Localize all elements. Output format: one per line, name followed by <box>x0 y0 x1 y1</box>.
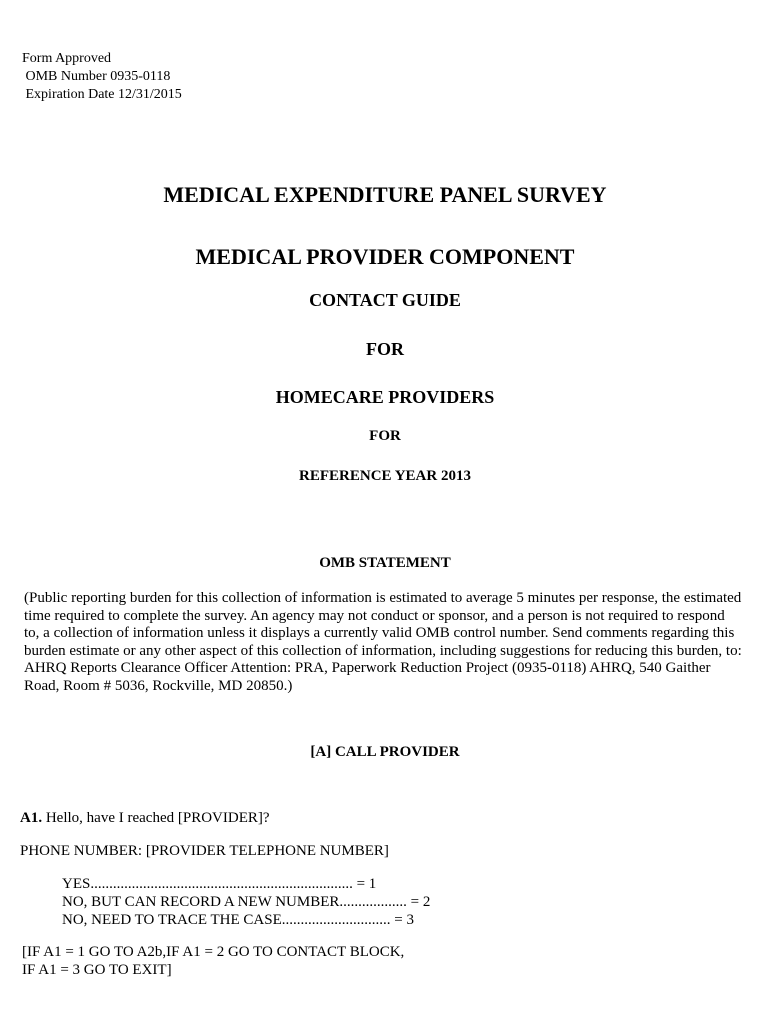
form-approved-text: Form Approved <box>22 51 112 66</box>
reference-year-title: REFERENCE YEAR 2013 <box>299 468 471 484</box>
for-label-1: FOR <box>366 339 404 359</box>
answer-option-yes: YES...................................................................... = 1 <box>62 876 377 892</box>
question-a1-text: Hello, have I reached [PROVIDER]? <box>42 810 270 826</box>
survey-title: MEDICAL EXPENDITURE PANEL SURVEY <box>163 182 607 207</box>
omb-statement-line: to, a collection of information unless it displays a currently valid OMB control number. Send comments regarding this <box>24 625 735 641</box>
expiration-date-text: Expiration Date 12/31/2015 <box>22 87 182 102</box>
providers-title: HOMECARE PROVIDERS <box>275 387 495 407</box>
component-title: MEDICAL PROVIDER COMPONENT <box>195 244 575 269</box>
phone-number-line: PHONE NUMBER: [PROVIDER TELEPHONE NUMBER] <box>20 843 389 859</box>
skip-instruction-line: [IF A1 = 1 GO TO A2b,IF A1 = 2 GO TO CONTACT BLOCK, <box>22 944 405 960</box>
for-label-2: FOR <box>369 428 401 444</box>
question-a1-label: A1. <box>20 810 43 826</box>
omb-statement-line: time required to complete the survey. An agency may not conduct or sponsor, and a person is not required to respond <box>24 607 725 624</box>
skip-instruction-line: IF A1 = 3 GO TO EXIT] <box>22 962 172 978</box>
omb-statement-line: Road, Room # 5036, Rockville, MD 20850.) <box>24 677 293 694</box>
section-a-heading: [A] CALL PROVIDER <box>310 744 460 760</box>
omb-number-text: OMB Number 0935-0118 <box>22 69 171 84</box>
answer-option-new-number: NO, BUT CAN RECORD A NEW NUMBER.................. = 2 <box>62 894 431 910</box>
omb-statement-line: AHRQ Reports Clearance Officer Attention: PRA, Paperwork Reduction Project (0935-0118) AHRQ, 540 Gaither <box>24 660 711 676</box>
omb-statement-line: (Public reporting burden for this collection of information is estimated to average 5 minutes per response, the estimated <box>24 590 742 606</box>
omb-statement-line: burden estimate or any other aspect of this collection of information, including suggestions for reducing this burden, to: <box>24 642 742 659</box>
guide-title: CONTACT GUIDE <box>309 290 461 310</box>
omb-statement-heading: OMB STATEMENT <box>319 555 451 571</box>
question-a1 <box>20 810 270 827</box>
answer-option-trace: NO, NEED TO TRACE THE CASE............................. = 3 <box>62 912 414 928</box>
